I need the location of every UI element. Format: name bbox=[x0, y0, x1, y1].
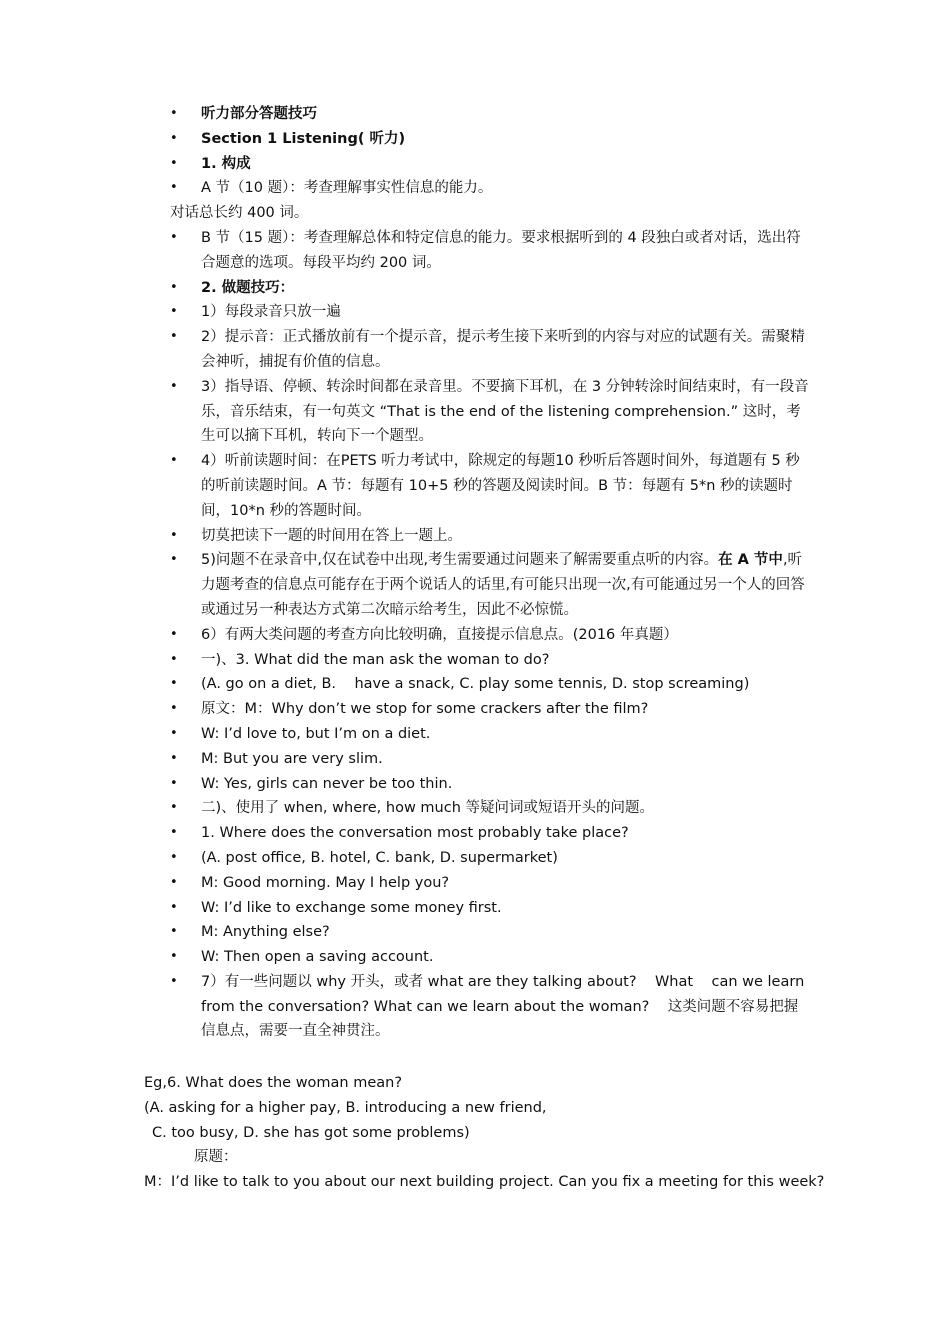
list-item-text: 1）每段录音只放一遍 bbox=[201, 304, 341, 321]
bullet-icon: • bbox=[170, 626, 178, 642]
list-item-text: B 节（15 题）：考查理解总体和特定信息的能力。要求根据听到的 4 段独白或者对话，选出符合题意的选项。每段平均约 200 词。 bbox=[201, 229, 801, 271]
list-item-text: W: I’d love to, but I’m on a diet. bbox=[201, 725, 431, 742]
list-item-text: M: But you are very slim. bbox=[201, 750, 383, 767]
list-item bbox=[0, 846, 950, 871]
list-item bbox=[0, 747, 950, 772]
list-item-text: 4）听前读题时间：在PETS 听力考试中，除规定的每题10 秒听后答题时间外，每道题有 5 秒的听前读题时间。A 节：每题有 10+5 秒的答题及阅读时间。B 节：每题有 5*n 秒的读题时间，10*n 秒的答题时间。 bbox=[201, 453, 800, 519]
list-item-text: M: Good morning. May I help you? bbox=[201, 874, 450, 891]
list-item bbox=[0, 226, 950, 276]
bullet-icon: • bbox=[170, 800, 178, 816]
bullet-icon: • bbox=[170, 453, 178, 469]
list-item-text: M: Anything else? bbox=[201, 924, 330, 941]
bullet-icon: • bbox=[170, 552, 178, 568]
list-item-text: 切莫把读下一题的时间用在答上一题上。 bbox=[201, 527, 462, 544]
list-item bbox=[0, 276, 950, 301]
list-item bbox=[0, 796, 950, 821]
bullet-icon: • bbox=[170, 825, 178, 841]
example-question: Eg,6. What does the woman mean? bbox=[144, 1075, 403, 1091]
bullet-icon: • bbox=[170, 651, 178, 667]
list-item-text: W: Yes, girls can never be too thin. bbox=[201, 775, 453, 792]
list-item bbox=[0, 375, 950, 449]
list-item-text-part: 5)问题不在录音中,仅在试卷中出现,考生需要通过问题来了解需要重点听的内容。 bbox=[201, 552, 719, 569]
example-options-continued: C. too busy, D. she has got some problems) bbox=[152, 1124, 470, 1141]
list-item-text: 2. 做题技巧： bbox=[201, 279, 295, 296]
list-item-text: 1. Where does the conversation most probably take place? bbox=[201, 825, 629, 842]
bullet-icon: • bbox=[170, 775, 178, 791]
list-item bbox=[0, 945, 950, 970]
list-item bbox=[0, 672, 950, 697]
bullet-icon: • bbox=[170, 130, 178, 146]
list-item bbox=[0, 127, 950, 152]
list-item-text: 3）指导语、停顿、转涂时间都在录音里。不要摘下耳机，在 3 分钟转涂时间结束时，有一段音乐，音乐结束，有一句英文 “That is the end of the listening comprehension.” 这时，考生可以摘下耳机，转向下一个题型。 bbox=[201, 378, 809, 445]
bullet-icon: • bbox=[170, 949, 178, 965]
bullet-icon: • bbox=[170, 676, 178, 692]
bullet-list bbox=[0, 102, 950, 1044]
original-label: 原题： bbox=[194, 1149, 238, 1166]
list-item-text: (A. post office, B. hotel, C. bank, D. supermarket) bbox=[201, 849, 558, 866]
list-item bbox=[0, 871, 950, 896]
list-item bbox=[0, 152, 950, 177]
list-item bbox=[0, 325, 950, 375]
list-item-text: 听力部分答题技巧 bbox=[201, 106, 317, 122]
list-item bbox=[0, 623, 950, 648]
list-item-text: W: Then open a saving account. bbox=[201, 949, 434, 966]
list-item bbox=[0, 300, 950, 325]
list-item-text: 1. 构成 bbox=[201, 155, 251, 172]
bullet-icon: • bbox=[170, 899, 178, 915]
list-item-text: 一)、3. What did the man ask the woman to do? bbox=[201, 651, 550, 668]
bullet-icon: • bbox=[170, 874, 178, 890]
list-item-text: 2）提示音：正式播放前有一个提示音，提示考生接下来听到的内容与对应的试题有关。需聚精会神听，捕捉有价值的信息。 bbox=[201, 329, 805, 370]
list-item-text: 7）有一些问题以 why 开头，或者 what are they talking about? What can we learn from the conversation? What can we learn about the woman? 这类问题不容易把握信息点，需要一直全神贯注。 bbox=[201, 973, 809, 1040]
bullet-icon: • bbox=[170, 725, 178, 741]
list-item-text: W: I’d like to exchange some money first. bbox=[201, 899, 502, 916]
list-item bbox=[0, 449, 950, 523]
list-item bbox=[0, 648, 950, 673]
list-item bbox=[0, 821, 950, 846]
list-item-text-part: ,听力题考查的信息点可能存在于两个说话人的话里,有可能只出现一次,有可能通过另一个人的回答或通过另一种表达方式第二次暗示给考生，因此不必惊慌。 bbox=[201, 552, 805, 618]
bullet-icon: • bbox=[170, 106, 178, 121]
list-item bbox=[0, 102, 950, 127]
bullet-icon: • bbox=[170, 229, 178, 245]
list-item-text: Section 1 Listening( 听力) bbox=[201, 130, 406, 147]
paragraph-text: 对话总长约 400 词。 bbox=[170, 205, 309, 222]
list-item-text: A 节（10 题）：考查理解事实性信息的能力。 bbox=[201, 180, 493, 197]
bullet-icon: • bbox=[170, 279, 178, 295]
list-item bbox=[0, 548, 950, 622]
bullet-icon: • bbox=[170, 378, 178, 394]
plain-paragraph bbox=[0, 201, 950, 226]
bullet-icon: • bbox=[170, 155, 178, 171]
bullet-icon: • bbox=[170, 849, 178, 865]
list-item-text: (A. go on a diet, B. have a snack, C. play some tennis, D. stop screaming) bbox=[201, 676, 750, 693]
list-item bbox=[0, 920, 950, 945]
original-text: M：I’d like to talk to you about our next building project. Can you fix a meeting for this week? bbox=[144, 1174, 825, 1191]
bullet-icon: • bbox=[170, 527, 178, 543]
bullet-icon: • bbox=[170, 973, 178, 989]
bullet-icon: • bbox=[170, 750, 178, 766]
example-options: (A. asking for a higher pay, B. introducing a new friend, bbox=[144, 1099, 547, 1116]
bullet-icon: • bbox=[170, 180, 178, 196]
list-item bbox=[0, 176, 950, 201]
list-item-text: 原文：M：Why don’t we stop for some crackers after the film? bbox=[201, 701, 649, 718]
list-item bbox=[0, 772, 950, 797]
list-item-text: 二)、使用了 when, where, how much 等疑问词或短语开头的问题。 bbox=[201, 800, 655, 817]
list-item bbox=[0, 697, 950, 722]
list-item bbox=[0, 970, 950, 1044]
list-item bbox=[0, 896, 950, 921]
bullet-icon: • bbox=[170, 329, 178, 345]
example-section bbox=[0, 1071, 950, 1195]
list-item-text: 6）有两大类问题的考查方向比较明确，直接提示信息点。(2016 年真题） bbox=[201, 626, 678, 643]
bullet-icon: • bbox=[170, 304, 178, 320]
bullet-icon: • bbox=[170, 701, 178, 717]
list-item-bold-text: 在 A 节中 bbox=[718, 552, 783, 569]
list-item bbox=[0, 722, 950, 747]
list-item bbox=[0, 524, 950, 549]
bullet-icon: • bbox=[170, 924, 178, 940]
